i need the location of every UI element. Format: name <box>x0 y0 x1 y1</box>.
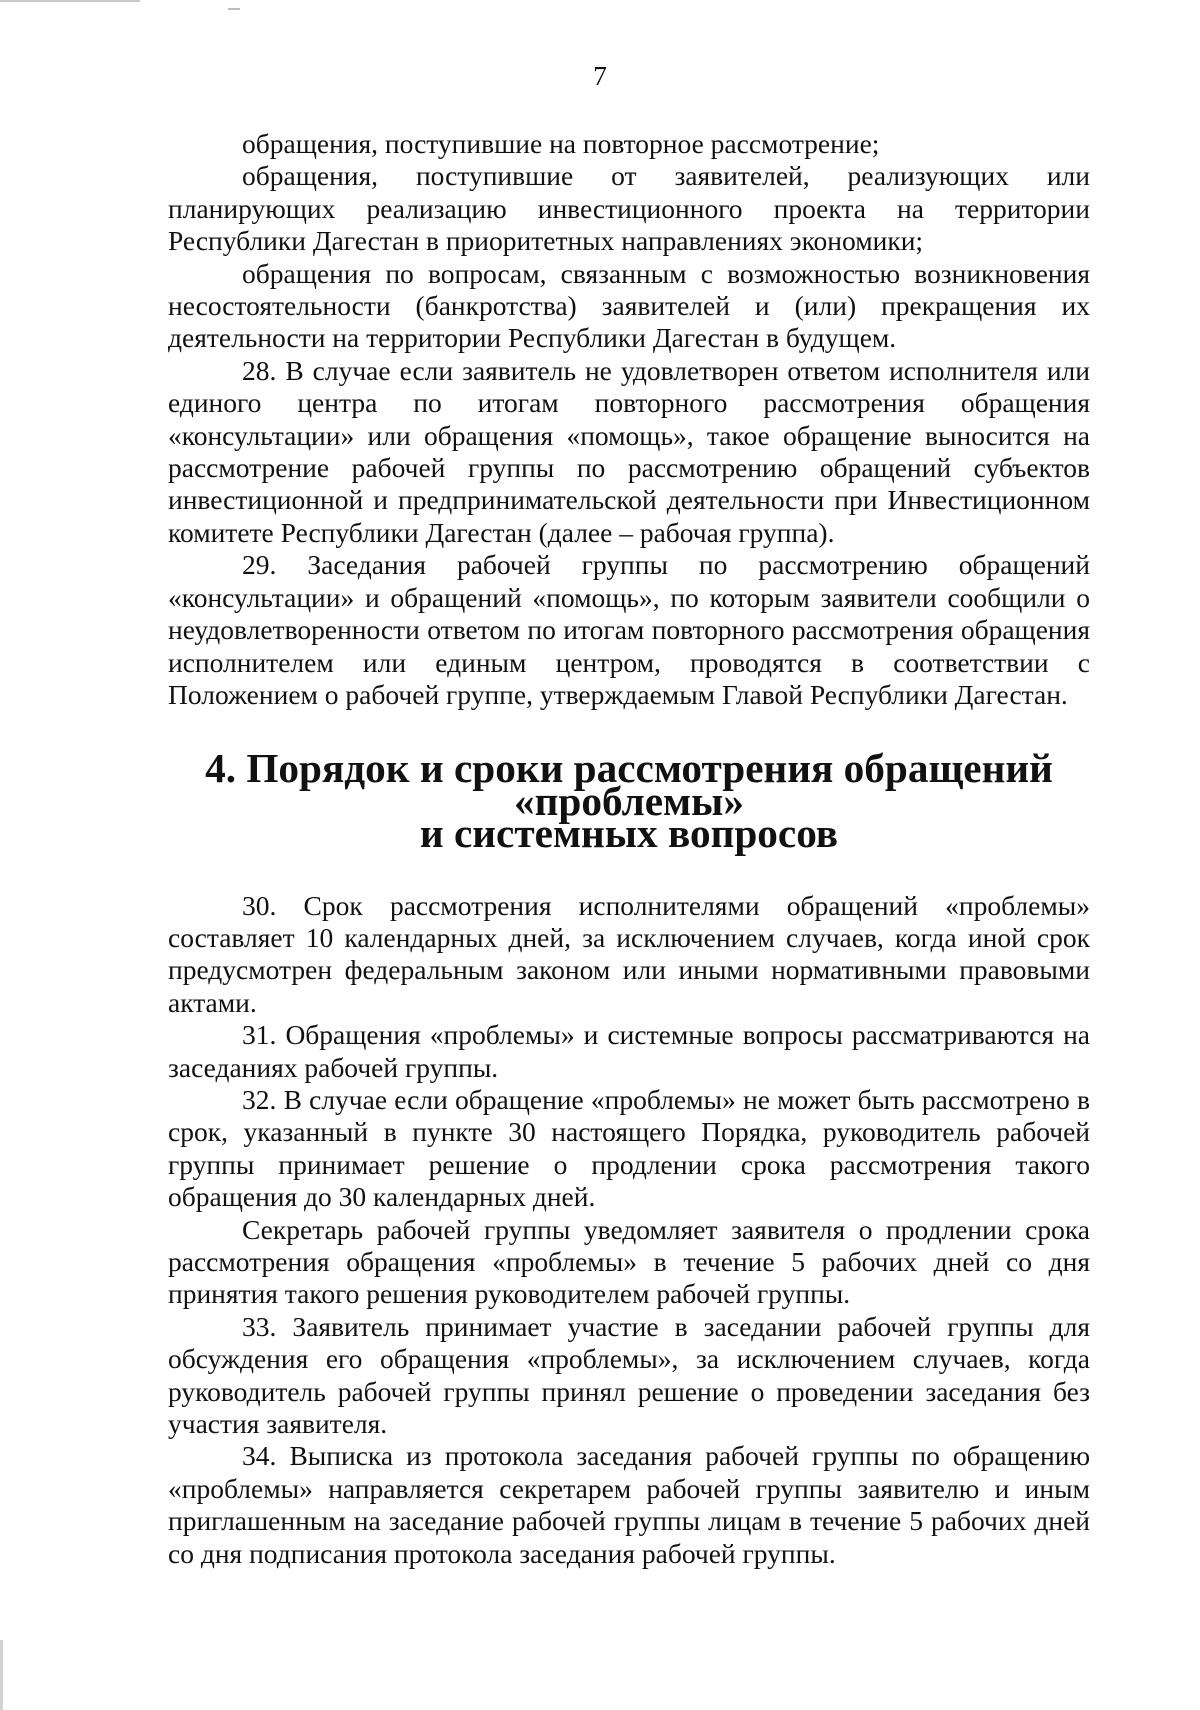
paragraph: обращения, поступившие от заявителей, реализующих или планирующих реализацию инвестиционного проекта на территории Республики Дагестан в приоритетных направлениях экономики; <box>168 160 1090 257</box>
paragraph-32: 32. В случае если обращение «проблемы» не может быть рассмотрено в срок, указанный в пункте 30 настоящего Порядка, руководитель рабочей группы принимает решение о продлении срока рассмотрения такого обращения до 30 календарных дней. <box>168 1083 1090 1213</box>
paragraph-31: 31. Обращения «проблемы» и системные вопросы рассматриваются на заседаниях рабочей группы. <box>168 1019 1090 1083</box>
section-heading-line-2: и системных вопросов <box>419 810 839 857</box>
paragraph: обращения по вопросам, связанным с возможностью возникновения несостоятельности (банкротства) заявителей и (или) прекращения их деятельности на территории Республики Дагестан в будущем. <box>168 257 1090 354</box>
scan-edge-mark <box>0 1640 3 1710</box>
paragraph-33: 33. Заявитель принимает участие в заседании рабочей группы для обсуждения его обращения «проблемы», за исключением случаев, когда руководитель рабочей группы принял решение о проведении заседания без участия заявителя. <box>168 1310 1090 1440</box>
page-number: 7 <box>593 60 607 91</box>
paragraph: обращения, поступившие на повторное рассмотрение; <box>242 128 880 159</box>
section-heading <box>168 745 1090 857</box>
paragraph-28: 28. В случае если заявитель не удовлетворен ответом исполнителя или единого центра по итогам повторного рассмотрения обращения «консультации» или обращения «помощь», такое обращение выносится на рассмотрение рабочей группы по рассмотрению обращений субъектов инвестиционной и предпринимательской деятельности при Инвестиционном комитете Республики Дагестан (далее – рабочая группа). <box>168 354 1090 548</box>
paragraph-secretary: Секретарь рабочей группы уведомляет заявителя о продлении срока рассмотрения обращения «проблемы» в течение 5 рабочих дней со дня принятия такого решения руководителем рабочей группы. <box>168 1213 1090 1310</box>
scan-edge-mark <box>0 0 140 2</box>
section-heading-line-1: 4. Порядок и сроки рассмотрения обращений «проблемы» <box>205 745 1053 824</box>
paragraph-29: 29. Заседания рабочей группы по рассмотрению обращений «консультации» и обращений «помощь», по которым заявители сообщили о неудовлетворенности ответом по итогам повторного рассмотрения обращения исполнителем или единым центром, проводятся в соответствии с Положением о рабочей группе, утверждаемым Главой Республики Дагестан. <box>168 549 1090 710</box>
paragraph-34: 34. Выписка из протокола заседания рабочей группы по обращению «проблемы» направляется секретарем рабочей группы заявителю и иным приглашенным на заседание рабочей группы лицам в течение 5 рабочих дней со дня подписания протокола заседания рабочей группы. <box>168 1440 1090 1569</box>
paragraph-30: 30. Срок рассмотрения исполнителями обращений «проблемы» составляет 10 календарных дней, за исключением случаев, когда иной срок предусмотрен федеральным законом или иными нормативными правовыми актами. <box>168 889 1090 1018</box>
scan-edge-mark <box>228 8 240 10</box>
document-body <box>168 128 1090 1570</box>
